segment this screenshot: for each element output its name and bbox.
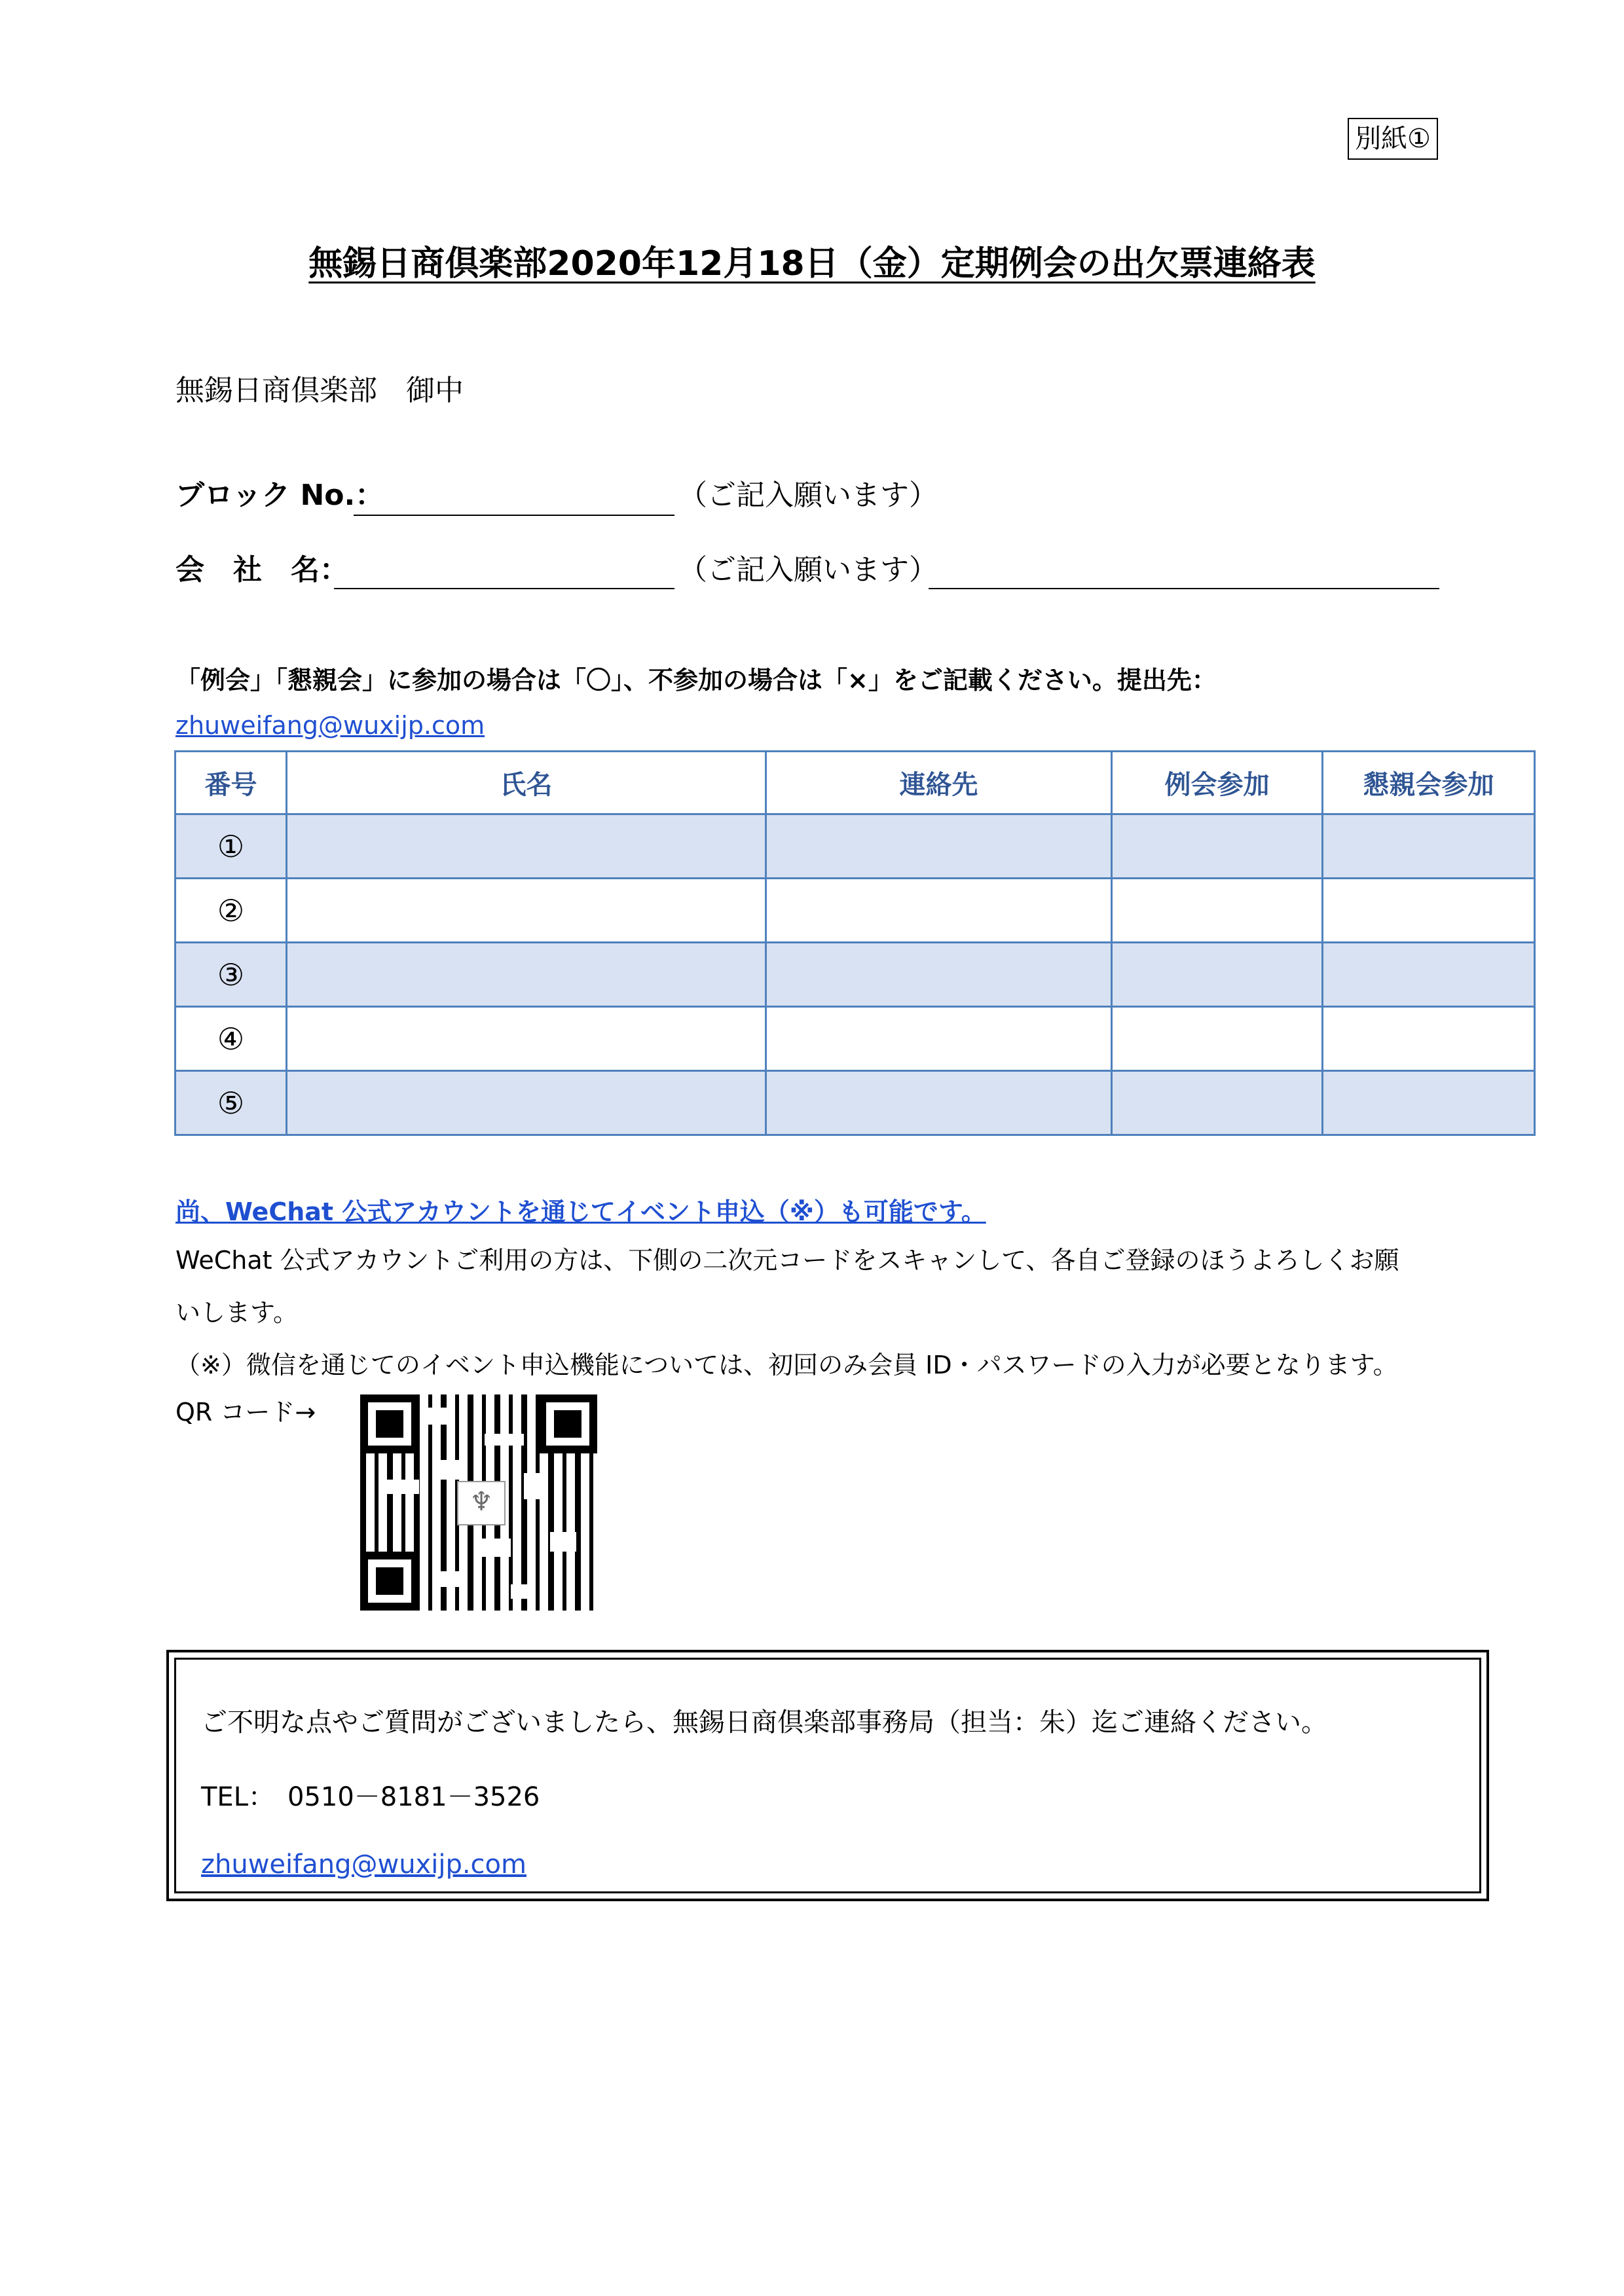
wechat-line-1: WeChat 公式アカウントご利用の方は、下側の二次元コードをスキャンして、各自ご登録のほうよろしくお願 <box>175 1246 1399 1275</box>
name-cell[interactable] <box>287 943 766 1007</box>
name-cell[interactable] <box>287 1071 766 1135</box>
party-cell[interactable] <box>1323 943 1535 1007</box>
contact-cell[interactable] <box>766 943 1112 1007</box>
company-input-line[interactable] <box>334 588 674 589</box>
contact-cell[interactable] <box>766 814 1112 879</box>
party-cell[interactable] <box>1323 814 1535 879</box>
contact-cell[interactable] <box>766 1007 1112 1071</box>
name-cell[interactable] <box>287 814 766 879</box>
qr-finder-bottom-left <box>360 1552 419 1611</box>
qr-logo-icon: ♆ <box>457 1481 506 1525</box>
contact-email-link[interactable]: zhuweifang@wuxijp.com <box>201 1850 526 1880</box>
company-label: 会 社 名： <box>175 553 348 587</box>
table-header-row <box>175 752 1535 814</box>
instruction-text: 「例会」「懇親会」に参加の場合は「〇」、不参加の場合は「×」をご記載ください。提出先： <box>175 666 1217 695</box>
table-row <box>175 814 1535 879</box>
party-cell[interactable] <box>1323 1071 1535 1135</box>
wechat-line-2: いします。 <box>175 1298 298 1327</box>
row-number: ② <box>175 879 287 943</box>
header-meeting: 例会参加 <box>1112 752 1323 814</box>
meeting-cell[interactable] <box>1112 879 1323 943</box>
contact-cell[interactable] <box>766 879 1112 943</box>
header-contact: 連絡先 <box>766 752 1112 814</box>
block-label: ブロック No.： <box>175 479 384 512</box>
party-cell[interactable] <box>1323 1007 1535 1071</box>
qr-finder-top-left <box>360 1394 419 1453</box>
qr-finder-top-right <box>538 1394 597 1453</box>
contact-box-inner <box>174 1658 1481 1893</box>
wechat-qr-code[interactable] <box>360 1394 597 1611</box>
row-number: ④ <box>175 1007 287 1071</box>
addressee: 無錫日商倶楽部 御中 <box>175 374 464 407</box>
contact-box <box>166 1650 1489 1901</box>
table-row <box>175 1071 1535 1135</box>
wechat-line-3: （※）微信を通じてのイベント申込機能については、初回のみ会員 ID・パスワードの入力が必要となります。 <box>175 1351 1398 1379</box>
party-cell[interactable] <box>1323 879 1535 943</box>
contact-message: ご不明な点やご質問がございましたら、無錫日商倶楽部事務局（担当：朱）迄ご連絡ください。 <box>201 1707 1327 1738</box>
block-note: （ご記入願います） <box>678 479 938 512</box>
name-cell[interactable] <box>287 1007 766 1071</box>
page-title: 無錫日商倶楽部2020年12月18日（金）定期例会の出欠票連絡表 <box>308 244 1316 283</box>
row-number: ③ <box>175 943 287 1007</box>
header-number: 番号 <box>175 752 287 814</box>
table-row <box>175 1007 1535 1071</box>
meeting-cell[interactable] <box>1112 943 1323 1007</box>
contact-tel: TEL： 0510－8181－3526 <box>201 1782 540 1812</box>
meeting-cell[interactable] <box>1112 814 1323 879</box>
table-row <box>175 943 1535 1007</box>
header-party: 懇親会参加 <box>1323 752 1535 814</box>
contact-cell[interactable] <box>766 1071 1112 1135</box>
attachment-tag: 別紙① <box>1348 118 1438 160</box>
row-number: ⑤ <box>175 1071 287 1135</box>
attendance-table <box>174 750 1536 1136</box>
row-number: ① <box>175 814 287 879</box>
meeting-cell[interactable] <box>1112 1007 1323 1071</box>
company-extra-line[interactable] <box>929 588 1439 589</box>
company-note: （ご記入願います） <box>678 553 938 587</box>
submit-email-link[interactable]: zhuweifang@wuxijp.com <box>175 711 485 740</box>
header-name: 氏名 <box>287 752 766 814</box>
wechat-heading-link[interactable]: 尚、WeChat 公式アカウントを通じてイベント申込（※）も可能です。 <box>175 1197 986 1226</box>
block-input-line[interactable] <box>354 515 674 516</box>
name-cell[interactable] <box>287 879 766 943</box>
table-row <box>175 879 1535 943</box>
qr-label: QR コード→ <box>175 1398 316 1427</box>
meeting-cell[interactable] <box>1112 1071 1323 1135</box>
